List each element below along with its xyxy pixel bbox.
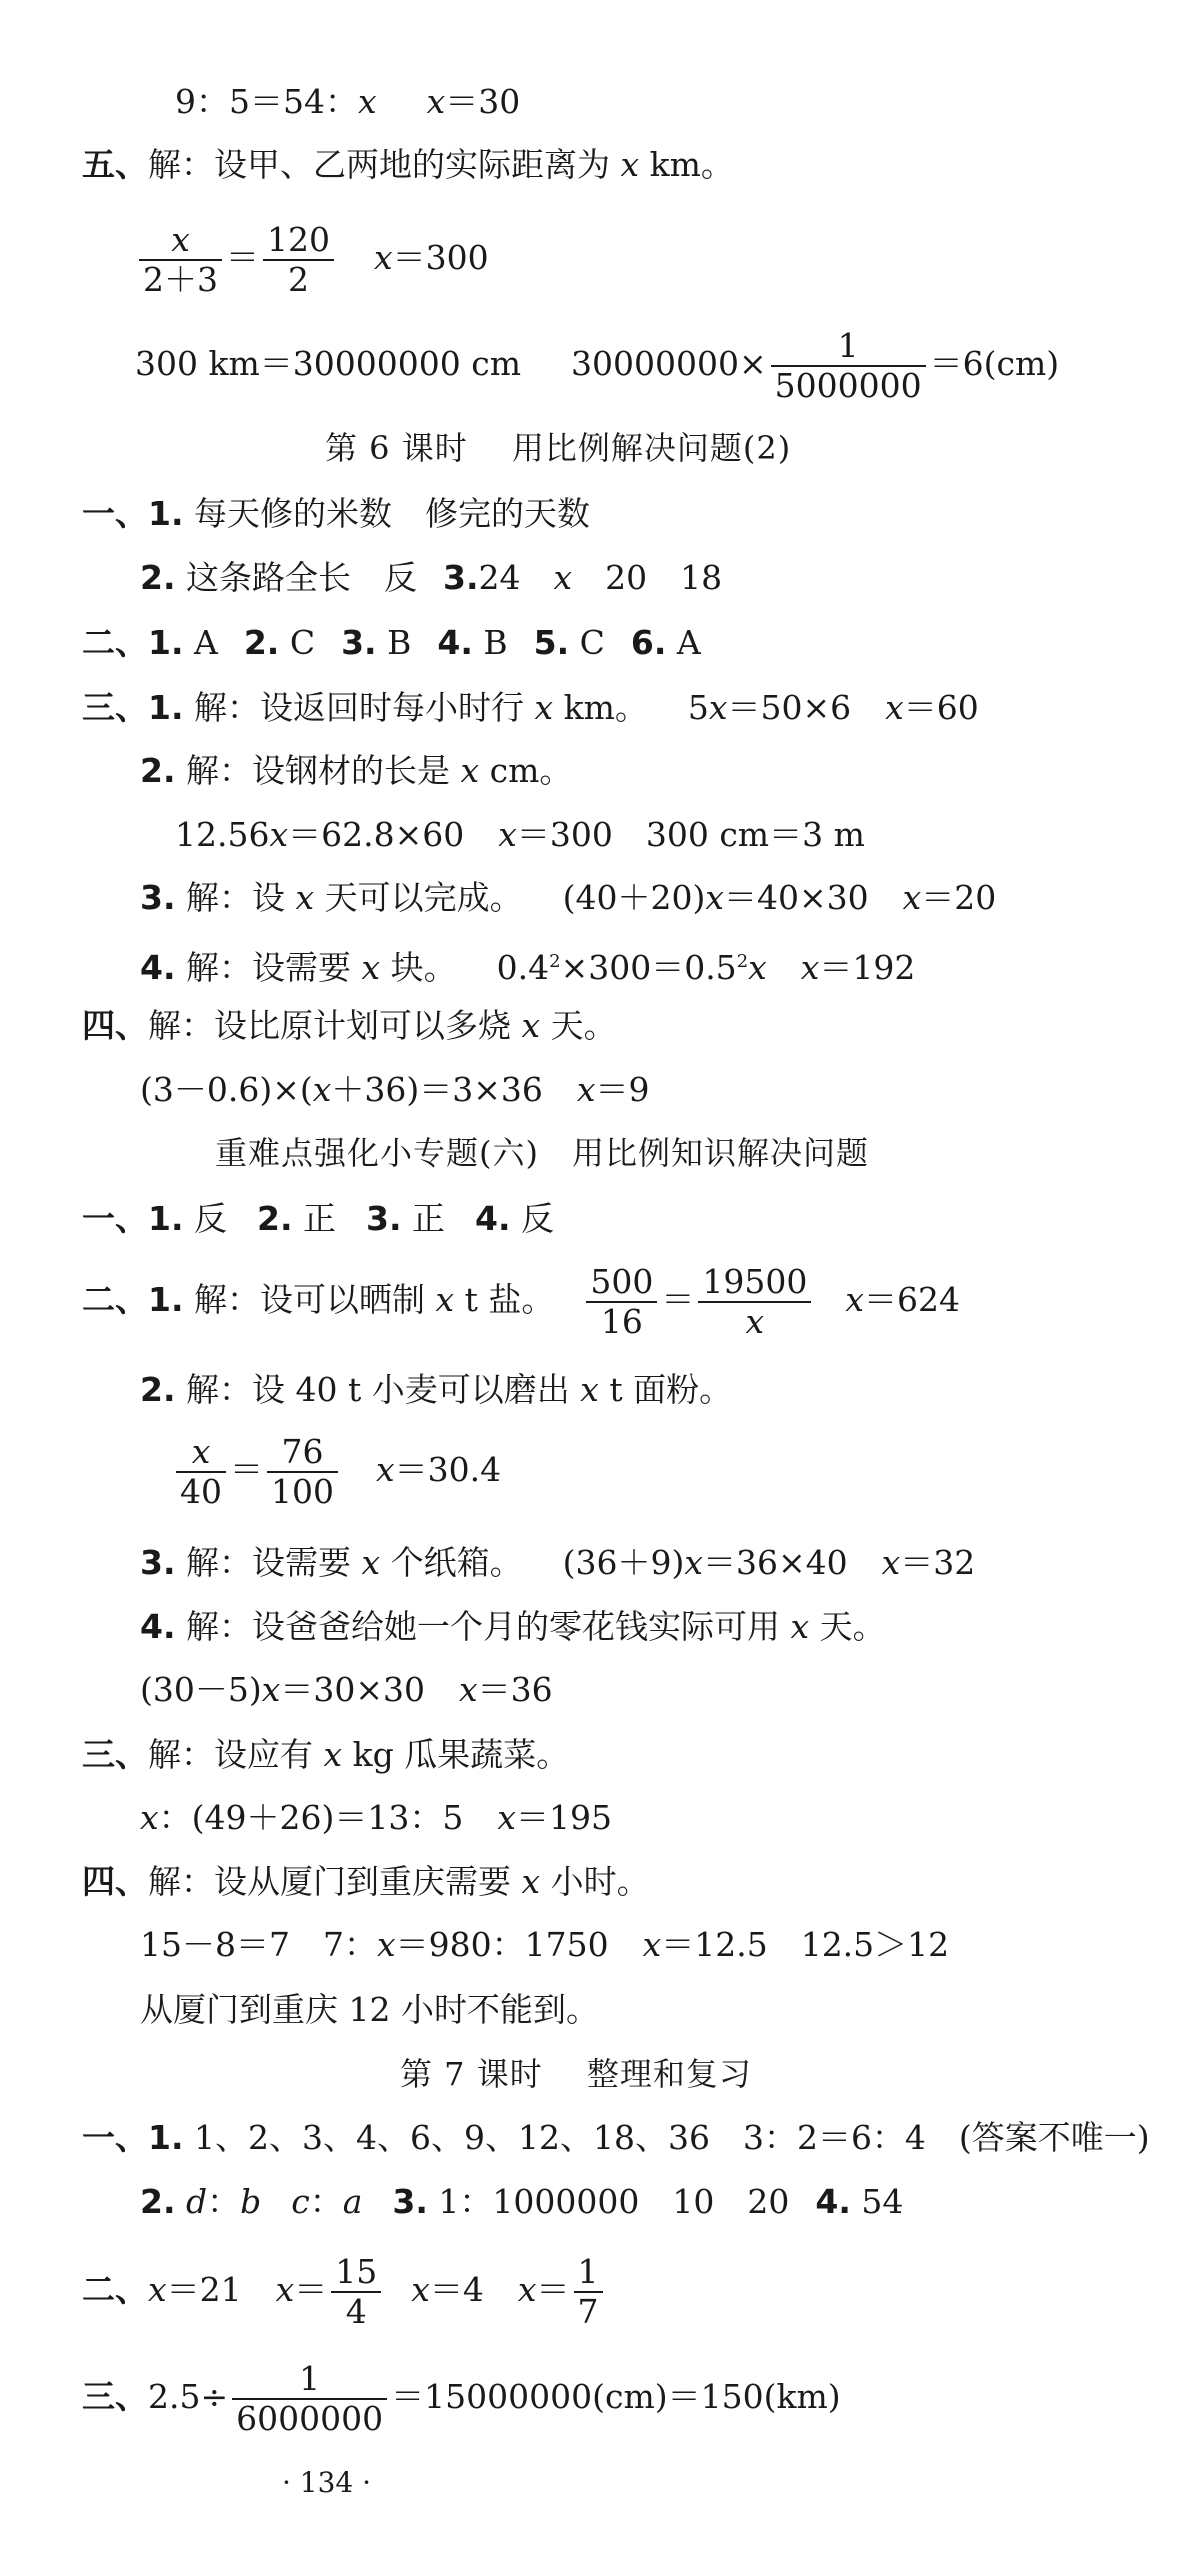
eq-proportion-distance: $\frac{x}{2+3}$ ＝ $\frac{120}{2}$ x＝300 bbox=[135, 218, 489, 298]
heading-lesson-6: 第 6 课时 用比例解决问题(2) bbox=[325, 429, 792, 467]
r1-line-1: 一、1. 1、2、3、4、6、9、12、18、36 3：2＝6：4 (答案不唯一) bbox=[82, 2118, 1150, 2157]
p2-line-3: $\frac{x}{40}$ ＝ $\frac{76}{100}$ x＝30.4 bbox=[172, 1430, 501, 1510]
s3-line-5: 4. 解：设需要 x 块。 $0.4^2\times 300=0.5^2x$ x＝192 bbox=[140, 948, 916, 987]
s1-line-1: 一、1. 每天修的米数 修完的天数 bbox=[82, 494, 590, 533]
r1-line-2: 2. d：b c：a 3. 1：1000000 10 20 4. 54 bbox=[140, 2182, 904, 2221]
s3-line-1: 三、1. 解：设返回时每小时行 x km。 5x＝50×6 x＝60 bbox=[82, 688, 979, 727]
p2-line-1: 二、1. 解：设可以晒制 x t 盐。 $\frac{500}{16}$ ＝ $\frac{19500}{x}$ x＝624 bbox=[82, 1262, 960, 1341]
p1-answers: 一、1. 反 2. 正 3. 正 4. 反 bbox=[82, 1199, 554, 1238]
p2-line-4: 3. 解：设需要 x 个纸箱。 (36＋9)x＝36×40 x＝32 bbox=[140, 1543, 976, 1582]
s2-choices: 二、1. A 2. C 3. B 4. B 5. C 6. A bbox=[82, 623, 701, 662]
p2-line-6: (30－5)x＝30×30 x＝36 bbox=[140, 1670, 553, 1709]
eq-line-1: 9：5＝54：x x＝30 bbox=[175, 82, 521, 121]
page-number: · 134 · bbox=[282, 2466, 372, 2499]
eq-map-distance: 300 km＝30000000 cm 30000000× $\frac{1}{5000000}$ ＝6(cm) bbox=[135, 326, 1060, 405]
r3-line: 三、2.5÷ $\frac{1}{6000000}$ ＝15000000(cm)＝150(km) bbox=[82, 2359, 841, 2438]
s3-line-2: 2. 解：设钢材的长是 x cm。 bbox=[140, 751, 573, 790]
s3-line-3: 12.56x＝62.8×60 x＝300 300 cm＝3 m bbox=[175, 815, 865, 854]
r2-line: 二、x＝21 x＝ $\frac{15}{4}$ x＝4 x＝ $\frac{1}{7}$ bbox=[82, 2248, 607, 2332]
s4-line-2: (3－0.6)×(x＋36)＝3×36 x＝9 bbox=[140, 1070, 650, 1109]
p3-line-2: x：(49＋26)＝13：5 x＝195 bbox=[140, 1798, 612, 1837]
s1-line-2: 2. 这条路全长 反 3.24 x 20 18 bbox=[140, 558, 723, 597]
p4-line-3: 从厦门到重庆 12 小时不能到。 bbox=[140, 1990, 599, 2029]
section-five: 五、解：设甲、乙两地的实际距离为 x km。 bbox=[82, 145, 734, 184]
p4-line-1: 四、解：设从厦门到重庆需要 x 小时。 bbox=[82, 1862, 650, 1901]
p4-line-2: 15－8＝7 7：x＝980：1750 x＝12.5 12.5＞12 bbox=[140, 1925, 950, 1964]
s4-line-1: 四、解：设比原计划可以多烧 x 天。 bbox=[82, 1006, 617, 1045]
heading-special-topic: 重难点强化小专题(六) 用比例知识解决问题 bbox=[215, 1134, 869, 1172]
p2-line-2: 2. 解：设 40 t 小麦可以磨出 x t 面粉。 bbox=[140, 1370, 733, 1409]
p2-line-5: 4. 解：设爸爸给她一个月的零花钱实际可用 x 天。 bbox=[140, 1607, 886, 1646]
heading-lesson-7: 第 7 课时 整理和复习 bbox=[400, 2055, 752, 2093]
p3-line-1: 三、解：设应有 x kg 瓜果蔬菜。 bbox=[82, 1735, 570, 1774]
s3-line-4: 3. 解：设 x 天可以完成。 (40＋20)x＝40×30 x＝20 bbox=[140, 878, 997, 917]
